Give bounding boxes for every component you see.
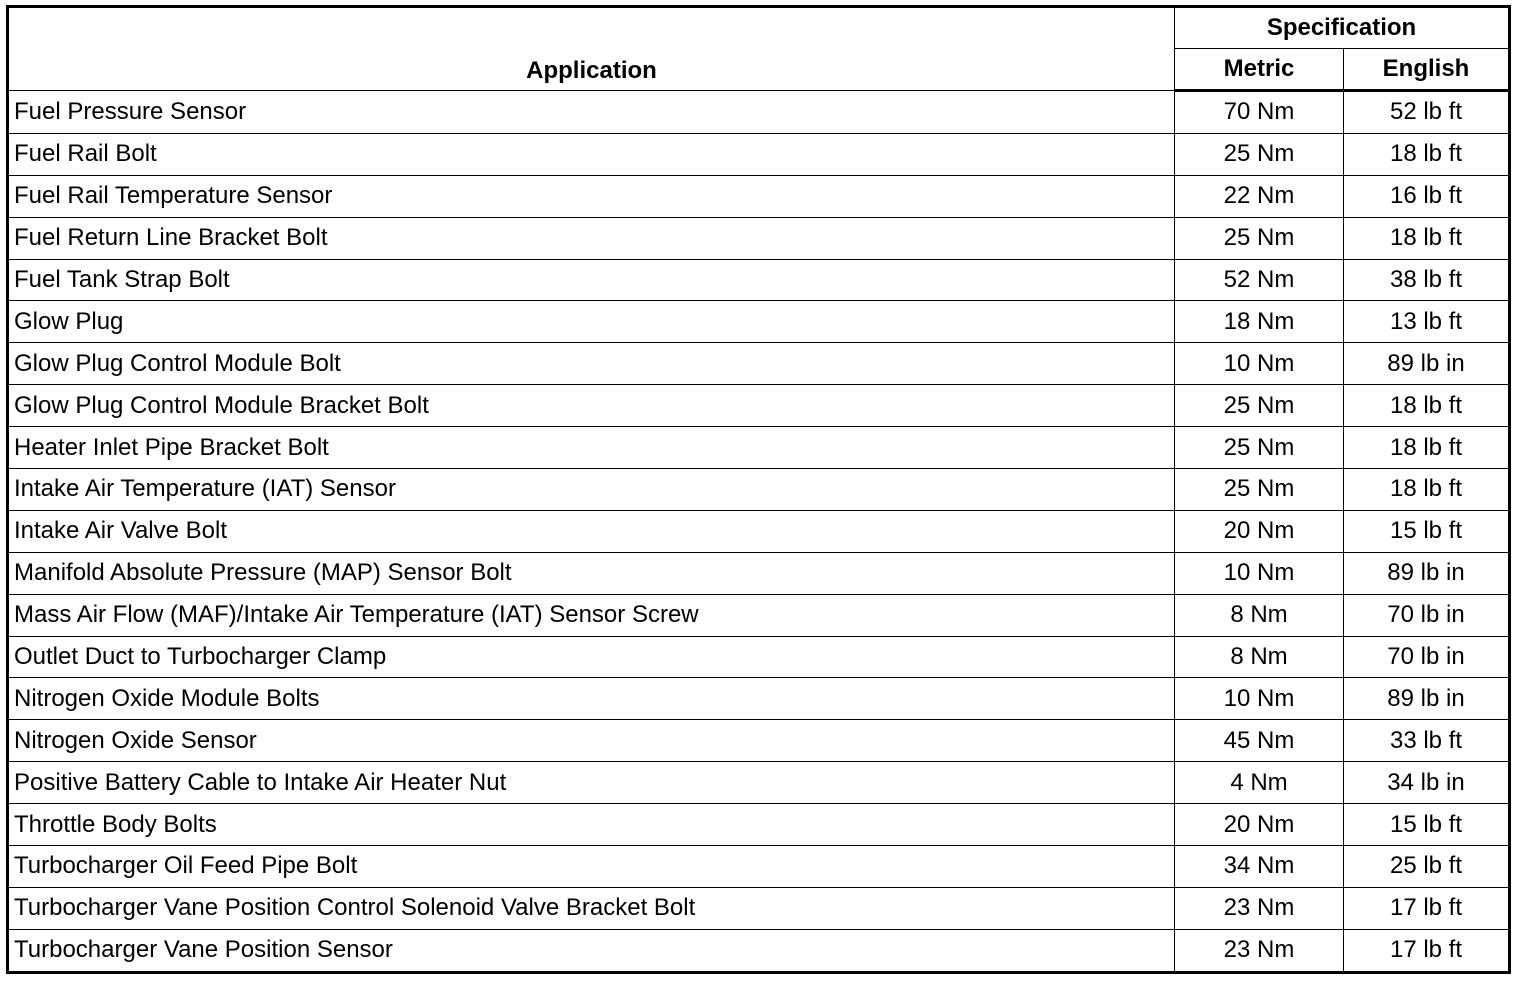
table-row (8, 887, 1510, 929)
specification-column-header: Specification (1175, 7, 1510, 49)
application-cell: Turbocharger Oil Feed Pipe Bolt (8, 846, 1175, 888)
metric-cell: 25 Nm (1175, 133, 1344, 175)
english-cell: 52 lb ft (1344, 91, 1510, 134)
english-cell: 33 lb ft (1344, 720, 1510, 762)
application-cell: Fuel Tank Strap Bolt (8, 259, 1175, 301)
english-cell: 13 lb ft (1344, 301, 1510, 343)
table-row (8, 133, 1510, 175)
table-row (8, 552, 1510, 594)
table-header (8, 7, 1510, 91)
metric-cell: 34 Nm (1175, 846, 1344, 888)
application-cell: Intake Air Valve Bolt (8, 510, 1175, 552)
english-cell: 18 lb ft (1344, 217, 1510, 259)
metric-cell: 8 Nm (1175, 636, 1344, 678)
application-cell: Glow Plug (8, 301, 1175, 343)
table-row (8, 678, 1510, 720)
english-cell: 15 lb ft (1344, 510, 1510, 552)
english-cell: 89 lb in (1344, 678, 1510, 720)
metric-cell: 52 Nm (1175, 259, 1344, 301)
application-cell: Nitrogen Oxide Sensor (8, 720, 1175, 762)
application-cell: Positive Battery Cable to Intake Air Heater Nut (8, 762, 1175, 804)
application-cell: Heater Inlet Pipe Bracket Bolt (8, 427, 1175, 469)
metric-cell: 22 Nm (1175, 175, 1344, 217)
metric-cell: 4 Nm (1175, 762, 1344, 804)
english-cell: 17 lb ft (1344, 887, 1510, 929)
table-row (8, 636, 1510, 678)
english-cell: 70 lb in (1344, 636, 1510, 678)
table-row (8, 720, 1510, 762)
application-column-header: Application (8, 7, 1175, 91)
application-cell: Outlet Duct to Turbocharger Clamp (8, 636, 1175, 678)
english-cell: 18 lb ft (1344, 385, 1510, 427)
english-cell: 18 lb ft (1344, 133, 1510, 175)
english-cell: 15 lb ft (1344, 804, 1510, 846)
english-cell: 34 lb in (1344, 762, 1510, 804)
metric-cell: 23 Nm (1175, 929, 1344, 972)
fastener-specification-table (6, 5, 1511, 974)
metric-cell: 70 Nm (1175, 91, 1344, 134)
metric-cell: 10 Nm (1175, 678, 1344, 720)
application-cell: Fuel Rail Bolt (8, 133, 1175, 175)
table-row (8, 175, 1510, 217)
table-row (8, 217, 1510, 259)
application-cell: Glow Plug Control Module Bracket Bolt (8, 385, 1175, 427)
table-body (8, 91, 1510, 973)
table-row (8, 301, 1510, 343)
application-cell: Turbocharger Vane Position Control Solenoid Valve Bracket Bolt (8, 887, 1175, 929)
english-cell: 18 lb ft (1344, 469, 1510, 511)
application-cell: Fuel Return Line Bracket Bolt (8, 217, 1175, 259)
table-row (8, 469, 1510, 511)
application-cell: Throttle Body Bolts (8, 804, 1175, 846)
english-cell: 17 lb ft (1344, 929, 1510, 972)
metric-cell: 25 Nm (1175, 469, 1344, 511)
application-cell: Fuel Rail Temperature Sensor (8, 175, 1175, 217)
english-cell: 89 lb in (1344, 552, 1510, 594)
table-row (8, 385, 1510, 427)
metric-cell: 10 Nm (1175, 552, 1344, 594)
application-cell: Intake Air Temperature (IAT) Sensor (8, 469, 1175, 511)
metric-cell: 25 Nm (1175, 385, 1344, 427)
application-cell: Mass Air Flow (MAF)/Intake Air Temperature (IAT) Sensor Screw (8, 594, 1175, 636)
metric-cell: 25 Nm (1175, 217, 1344, 259)
metric-cell: 20 Nm (1175, 804, 1344, 846)
english-column-header: English (1344, 49, 1510, 91)
table-row (8, 929, 1510, 972)
table-row (8, 427, 1510, 469)
english-cell: 18 lb ft (1344, 427, 1510, 469)
table-row (8, 343, 1510, 385)
metric-cell: 8 Nm (1175, 594, 1344, 636)
english-cell: 16 lb ft (1344, 175, 1510, 217)
metric-cell: 45 Nm (1175, 720, 1344, 762)
application-cell: Fuel Pressure Sensor (8, 91, 1175, 134)
metric-cell: 18 Nm (1175, 301, 1344, 343)
application-cell: Turbocharger Vane Position Sensor (8, 929, 1175, 972)
metric-cell: 10 Nm (1175, 343, 1344, 385)
table-row (8, 259, 1510, 301)
table-row (8, 804, 1510, 846)
english-cell: 70 lb in (1344, 594, 1510, 636)
application-cell: Manifold Absolute Pressure (MAP) Sensor Bolt (8, 552, 1175, 594)
metric-column-header: Metric (1175, 49, 1344, 91)
table-row (8, 762, 1510, 804)
english-cell: 89 lb in (1344, 343, 1510, 385)
application-cell: Nitrogen Oxide Module Bolts (8, 678, 1175, 720)
english-cell: 25 lb ft (1344, 846, 1510, 888)
metric-cell: 23 Nm (1175, 887, 1344, 929)
table-row (8, 510, 1510, 552)
table-row (8, 91, 1510, 134)
english-cell: 38 lb ft (1344, 259, 1510, 301)
table-row (8, 594, 1510, 636)
metric-cell: 25 Nm (1175, 427, 1344, 469)
metric-cell: 20 Nm (1175, 510, 1344, 552)
table-row (8, 846, 1510, 888)
application-cell: Glow Plug Control Module Bolt (8, 343, 1175, 385)
